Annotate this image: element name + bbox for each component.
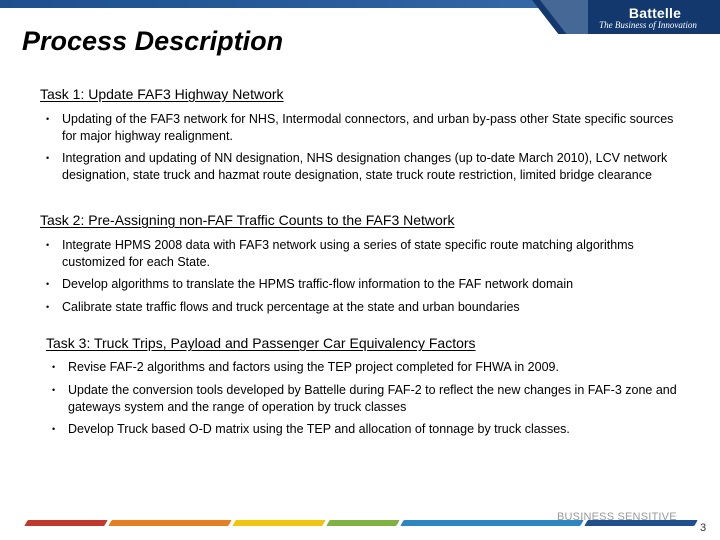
footer-stripe-segment (232, 520, 325, 526)
list-item (46, 421, 688, 438)
footer-stripe-segment (24, 520, 107, 526)
bullet-text: Integration and updating of NN designation, NHS designation changes (up to-date March 2010), LCV network designation, state truck and hazmat route designation, state truck route restriction, limited bridge clearance (62, 151, 668, 182)
footer-stripe-segment (108, 520, 231, 526)
bullet-text: Revise FAF-2 algorithms and factors using the TEP project completed for FHWA in 2009. (68, 360, 559, 374)
brand-tagline: The Business of Innovation (599, 20, 697, 30)
task-1-heading: Task 1: Update FAF3 Highway Network (40, 86, 284, 102)
page-number: 3 (700, 522, 707, 534)
bullet-icon: • (46, 279, 50, 289)
list-item (46, 382, 688, 416)
task-3-heading: Task 3: Truck Trips, Payload and Passenger Car Equivalency Factors (46, 335, 476, 351)
bullet-icon: • (46, 114, 50, 124)
bullet-text: Develop Truck based O-D matrix using the TEP and allocation of tonnage by truck classes. (68, 422, 570, 436)
list-item (40, 237, 682, 271)
footer-stripe-segment (326, 520, 399, 526)
bullet-icon: • (46, 302, 50, 312)
task-2-heading: Task 2: Pre-Assigning non-FAF Traffic Counts to the FAF3 Network (40, 212, 455, 228)
bullet-icon: • (52, 424, 56, 434)
list-item (40, 111, 682, 145)
bullet-text: Update the conversion tools developed by Battelle during FAF-2 to reflect the new changes in FAF-3 zone and gateways system and the range of operation by truck classes (68, 383, 677, 414)
bullet-text: Calibrate state traffic flows and truck percentage at the state and urban boundaries (62, 300, 520, 314)
brand-logo: Battelle (628, 5, 682, 21)
bullet-icon: • (52, 362, 56, 372)
bullet-icon: • (46, 240, 50, 250)
list-item (40, 276, 702, 293)
bullet-icon: • (46, 153, 50, 163)
bullet-text: Updating of the FAF3 network for NHS, Intermodal connectors, and urban by-pass other State specific sources for major highway realignment. (62, 112, 674, 143)
list-item (40, 299, 682, 316)
bullet-text: Integrate HPMS 2008 data with FAF3 network using a series of state specific route matching algorithms customized for each State. (62, 238, 634, 269)
list-item (46, 359, 688, 376)
footer-label: BUSINESS SENSITIVE (557, 511, 677, 523)
bullet-text: Develop algorithms to translate the HPMS traffic-flow information to the FAF network domain (62, 277, 574, 291)
list-item (40, 150, 697, 184)
page-title: Process Description (22, 26, 284, 56)
bullet-icon: • (52, 385, 56, 395)
